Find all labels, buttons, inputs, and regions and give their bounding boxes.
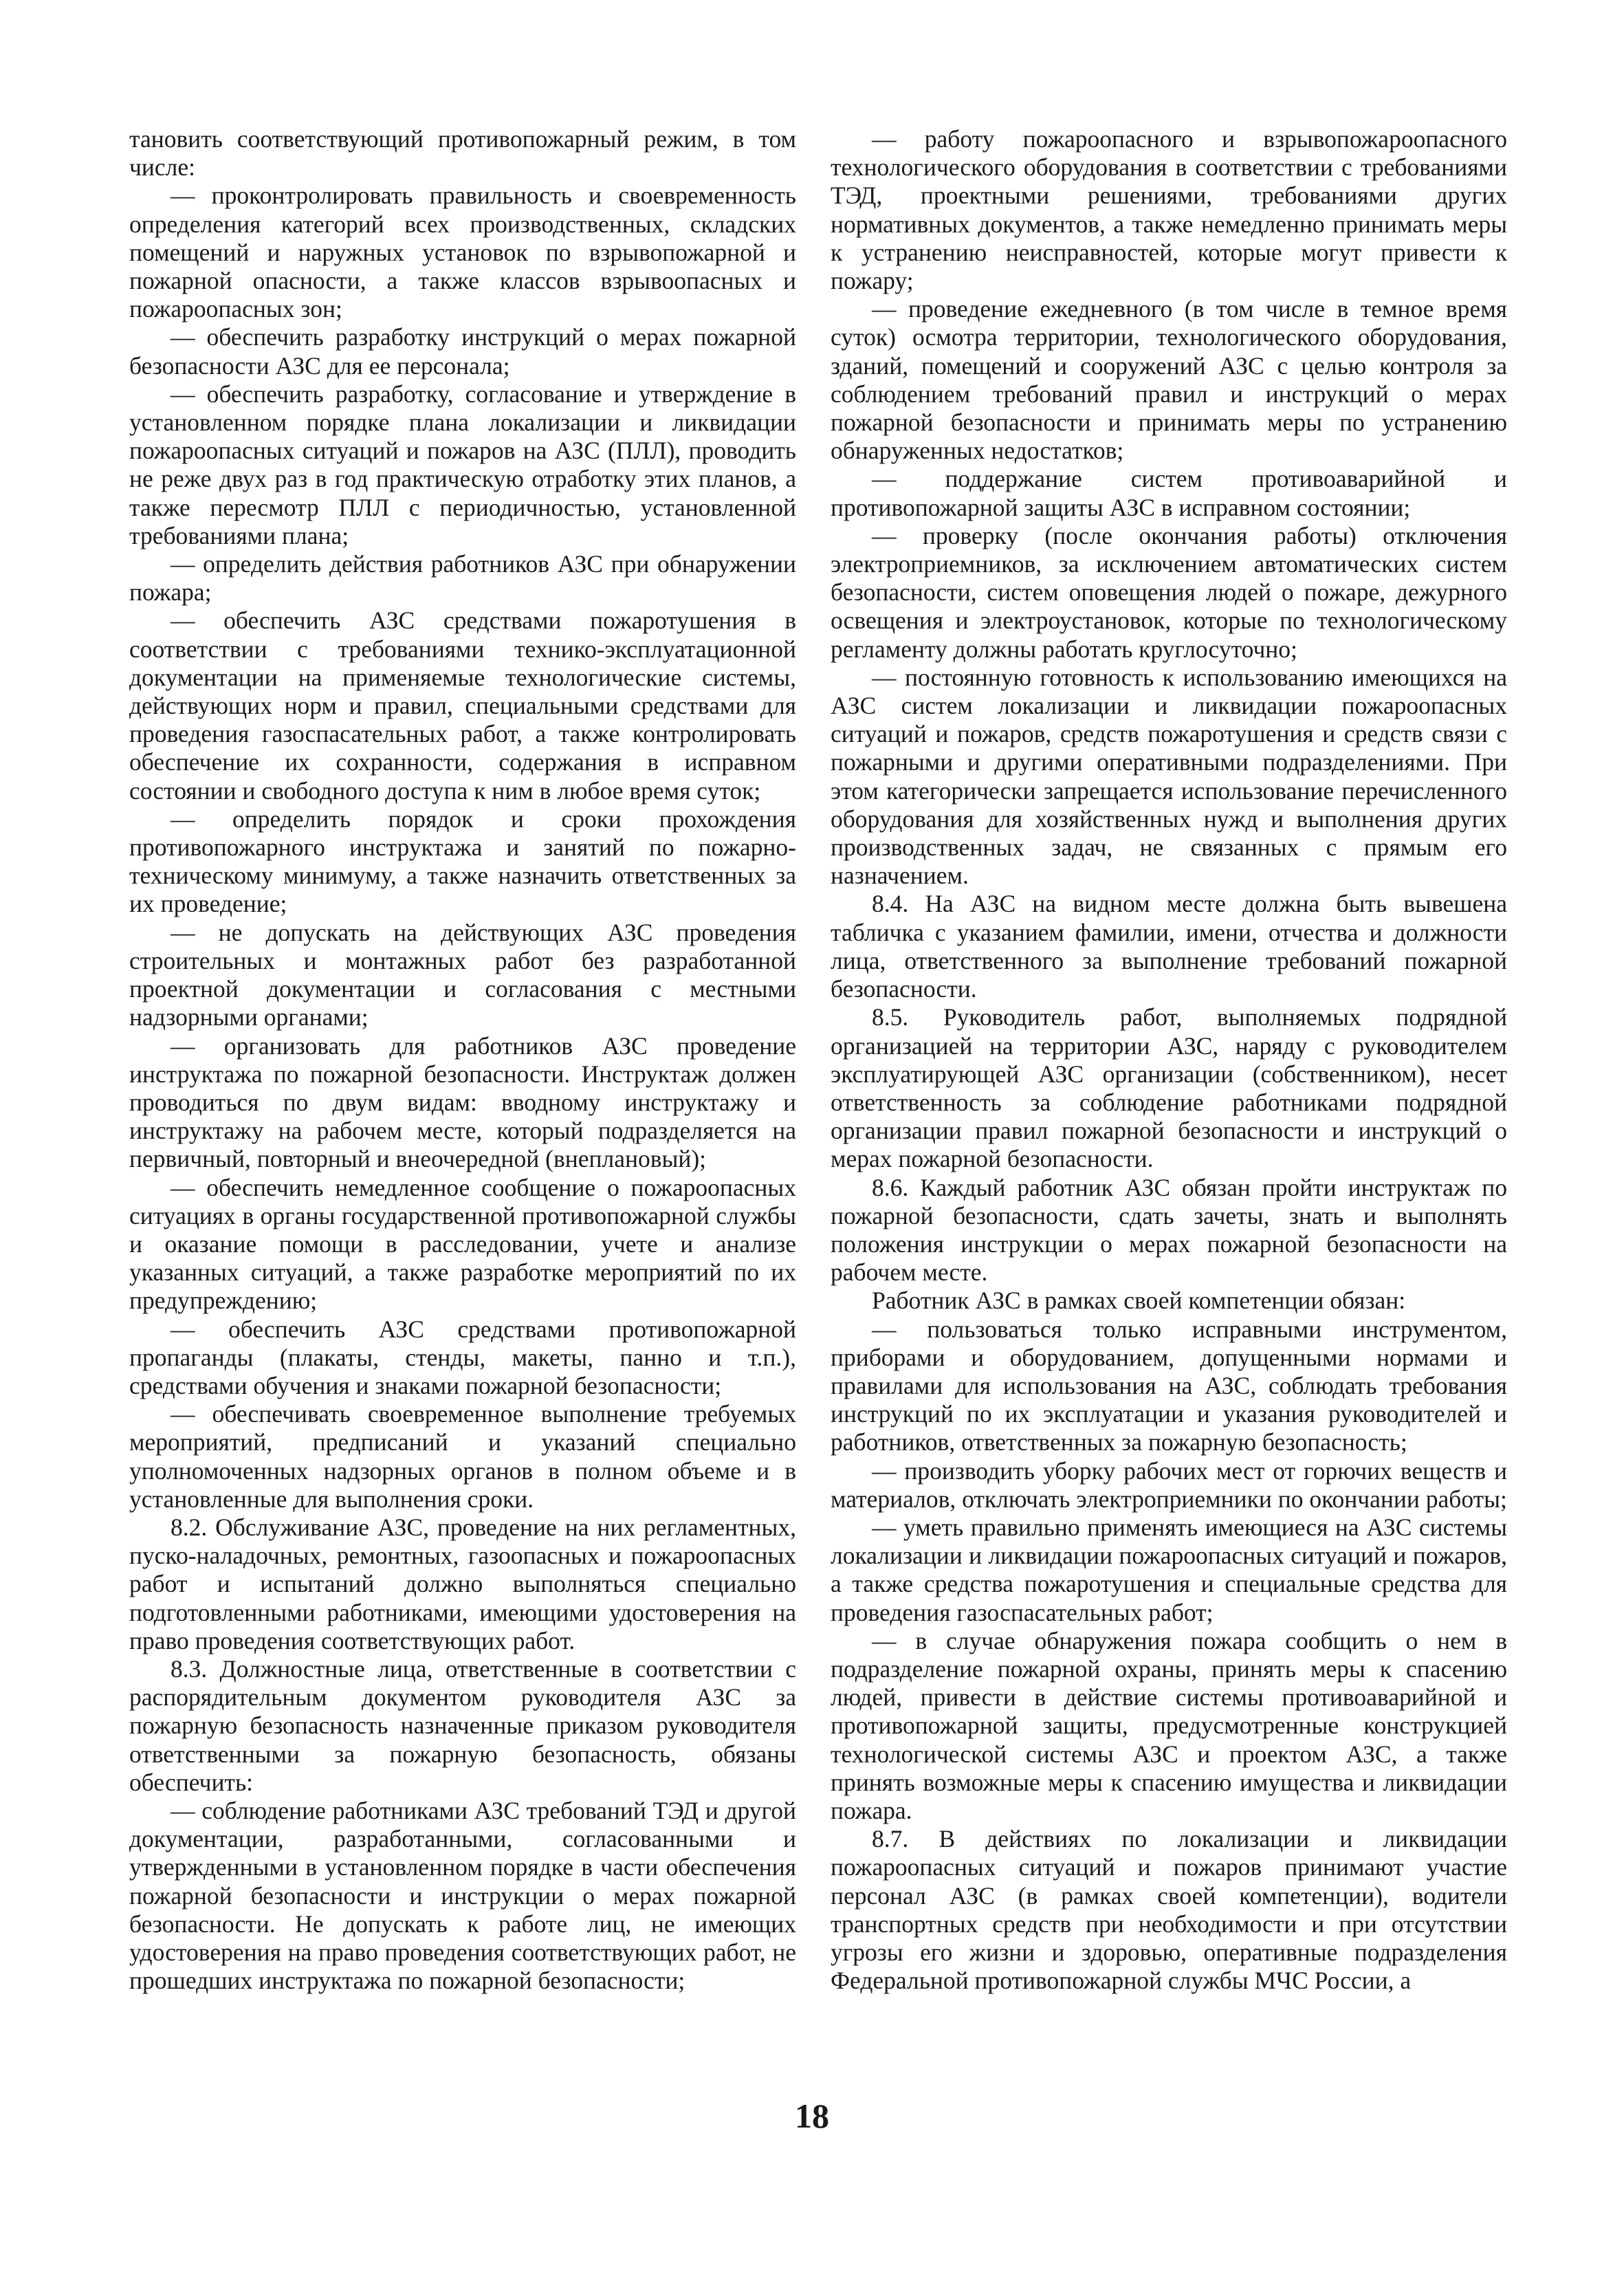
paragraph: — в случае обнаружения пожара сообщить о нем в подразделение пожарной охраны, принять меры к спасению людей, привести в действие системы противоаварийной и противопожарной защиты, предусмотренные конструкцией технологической системы АЗС и проектом АЗС, а также принять возможные меры к спасению имущества и ликвидации пожара.: [831, 1626, 1507, 1824]
paragraph: — определить действия работников АЗС при обнаружении пожара;: [129, 550, 796, 606]
paragraph: 8.6. Каждый работник АЗС обязан пройти инструктаж по пожарной безопасности, сдать зачеты, знать и выполнять положения инструкции о мерах пожарной безопасности на рабочем месте.: [831, 1173, 1507, 1287]
paragraph: — соблюдение работниками АЗС требований ТЭД и другой документации, разработанными, согласованными и утвержденными в установленном порядке в части обеспечения пожарной безопасности и инструкции о мерах пожарной безопасности. Не допускать к работе лиц, не имеющих удостоверения на право проведения соответствующих работ, не прошедших инструктажа по пожарной безопасности;: [129, 1796, 796, 1995]
paragraph: — проведение ежедневного (в том числе в темное время суток) осмотра территории, технологического оборудования, зданий, помещений и сооружений АЗС с целью контроля за соблюдением требований правил и инструкций о мерах пожарной безопасности и принимать меры по устранению обнаруженных недостатков;: [831, 295, 1507, 465]
paragraph: Работник АЗС в рамках своей компетенции обязан:: [872, 1287, 1406, 1315]
paragraph: — обеспечить немедленное сообщение о пожароопасных ситуациях в органы государственной противопожарной службы и оказание помощи в расследовании, учете и анализе указанных ситуаций, а также разработке мероприятий по их предупреждению;: [129, 1173, 796, 1315]
paragraph: — постоянную готовность к использованию имеющихся на АЗС систем локализации и ликвидации пожароопасных ситуаций и пожаров, средств пожаротушения и средств связи с пожарными и другими оперативными подразделениями. При этом категорически запрещается использование перечисленного оборудования для хозяйственных нужд и выполнения других производственных задач, не связанных с прямым его назначением.: [831, 663, 1507, 890]
paragraph: — работу пожароопасного и взрывопожароопасного технологического оборудования в соответствии с требованиями ТЭД, проектными решениями, требованиями других нормативных документов, а также немедленно принимать меры к устранению неисправностей, которые могут привести к пожару;: [831, 125, 1507, 295]
paragraph: — обеспечить разработку, согласование и утверждение в установленном порядке плана локализации и ликвидации пожароопасных ситуаций и пожаров на АЗС (ПЛЛ), проводить не реже двух раз в год практическую отработку этих планов, а также пересмотр ПЛЛ с периодичностью, установленной требованиями плана;: [129, 380, 796, 549]
paragraph: — производить уборку рабочих мест от горючих веществ и материалов, отключать электроприемники по окончании работы;: [831, 1456, 1507, 1513]
page-number: 18: [795, 2097, 829, 2135]
paragraph: 8.5. Руководитель работ, выполняемых подрядной организацией на территории АЗС, наряду с руководителем эксплуатирующей АЗС организации (собственником), несет ответственность за соблюдение работниками подрядной организации правил пожарной безопасности и инструкций о мерах пожарной безопасности.: [831, 1003, 1507, 1173]
paragraph: — уметь правильно применять имеющиеся на АЗС системы локализации и ликвидации пожароопасных ситуаций и пожаров, а также средства пожаротушения и специальные средства для проведения газоспасательных работ;: [831, 1513, 1507, 1626]
paragraph: — проверку (после окончания работы) отключения электроприемников, за исключением автоматических систем безопасности, систем оповещения людей о пожаре, дежурного освещения и электроустановок, которые по технологическому регламенту должны работать круглосуточно;: [831, 521, 1507, 663]
paragraph: — определить порядок и сроки прохождения противопожарного инструктажа и занятий по пожарно-техническому минимуму, а также назначить ответственных за их проведение;: [129, 805, 796, 918]
paragraph: — поддержание систем противоаварийной и противопожарной защиты АЗС в исправном состоянии;: [831, 465, 1507, 521]
paragraph: — не допускать на действующих АЗС проведения строительных и монтажных работ без разработанной проектной документации и согласования с местными надзорными органами;: [129, 918, 796, 1031]
paragraph: — обеспечить АЗС средствами противопожарной пропаганды (плакаты, стенды, макеты, панно и т.п.), средствами обучения и знаками пожарной безопасности;: [129, 1315, 796, 1399]
paragraph: 8.7. В действиях по локализации и ликвидации пожароопасных ситуаций и пожаров принимают участие персонал АЗС (в рамках своей компетенции), водители транспортных средств при необходимости и при отсутствии угрозы его жизни и здоровью, оперативные подразделения Федеральной противопожарной службы МЧС России, а: [831, 1825, 1507, 1995]
left-text-column: [129, 125, 796, 1995]
paragraph: — обеспечить АЗС средствами пожаротушения в соответствии с требованиями технико-эксплуатационной документации на применяемые технологические системы, действующих норм и правил, специальными средствами для проведения газоспасательных работ, а также контролировать обеспечение их сохранности, содержания в исправном состоянии и свободного доступа к ним в любое время суток;: [129, 606, 796, 805]
paragraph: 8.2. Обслуживание АЗС, проведение на них регламентных, пуско-наладочных, ремонтных, газоопасных и пожароопасных работ и испытаний должно выполняться специально подготовленными работниками, имеющими удостоверения на право проведения соответствующих работ.: [129, 1513, 796, 1654]
paragraph: 8.3. Должностные лица, ответственные в соответствии с распорядительным документом руководителя АЗС за пожарную безопасность назначенные приказом руководителя ответственными за пожарную безопасность, обязаны обеспечить:: [129, 1654, 796, 1796]
paragraph: тановить соответствующий противопожарный режим, в том числе:: [129, 125, 796, 182]
paragraph: — проконтролировать правильность и своевременность определения категорий всех производственных, складских помещений и наружных установок по взрывопожарной и пожарной опасности, а также классов взрывоопасных и пожароопасных зон;: [129, 182, 796, 323]
paragraph: — организовать для работников АЗС проведение инструктажа по пожарной безопасности. Инструктаж должен проводиться по двум видам: вводному инструктажу и инструктажу на рабочем месте, который подразделяется на первичный, повторный и внеочередной (внеплановый);: [129, 1031, 796, 1173]
paragraph: 8.4. На АЗС на видном месте должна быть вывешена табличка с указанием фамилии, имени, отчества и должности лица, ответственного за выполнение требований пожарной безопасности.: [831, 890, 1507, 1003]
right-text-column: [831, 125, 1507, 1995]
paragraph: — обеспечить разработку инструкций о мерах пожарной безопасности АЗС для ее персонала;: [129, 323, 796, 380]
paragraph: — пользоваться только исправными инструментом, приборами и оборудованием, допущенными нормами и правилами для использования на АЗС, соблюдать требования инструкций по их эксплуатации и указания руководителей и работников, ответственных за пожарную безопасность;: [831, 1315, 1507, 1456]
paragraph: — обеспечивать своевременное выполнение требуемых мероприятий, предписаний и указаний специально уполномоченных надзорных органов в полном объеме и в установленные для выполнения сроки.: [129, 1400, 796, 1513]
